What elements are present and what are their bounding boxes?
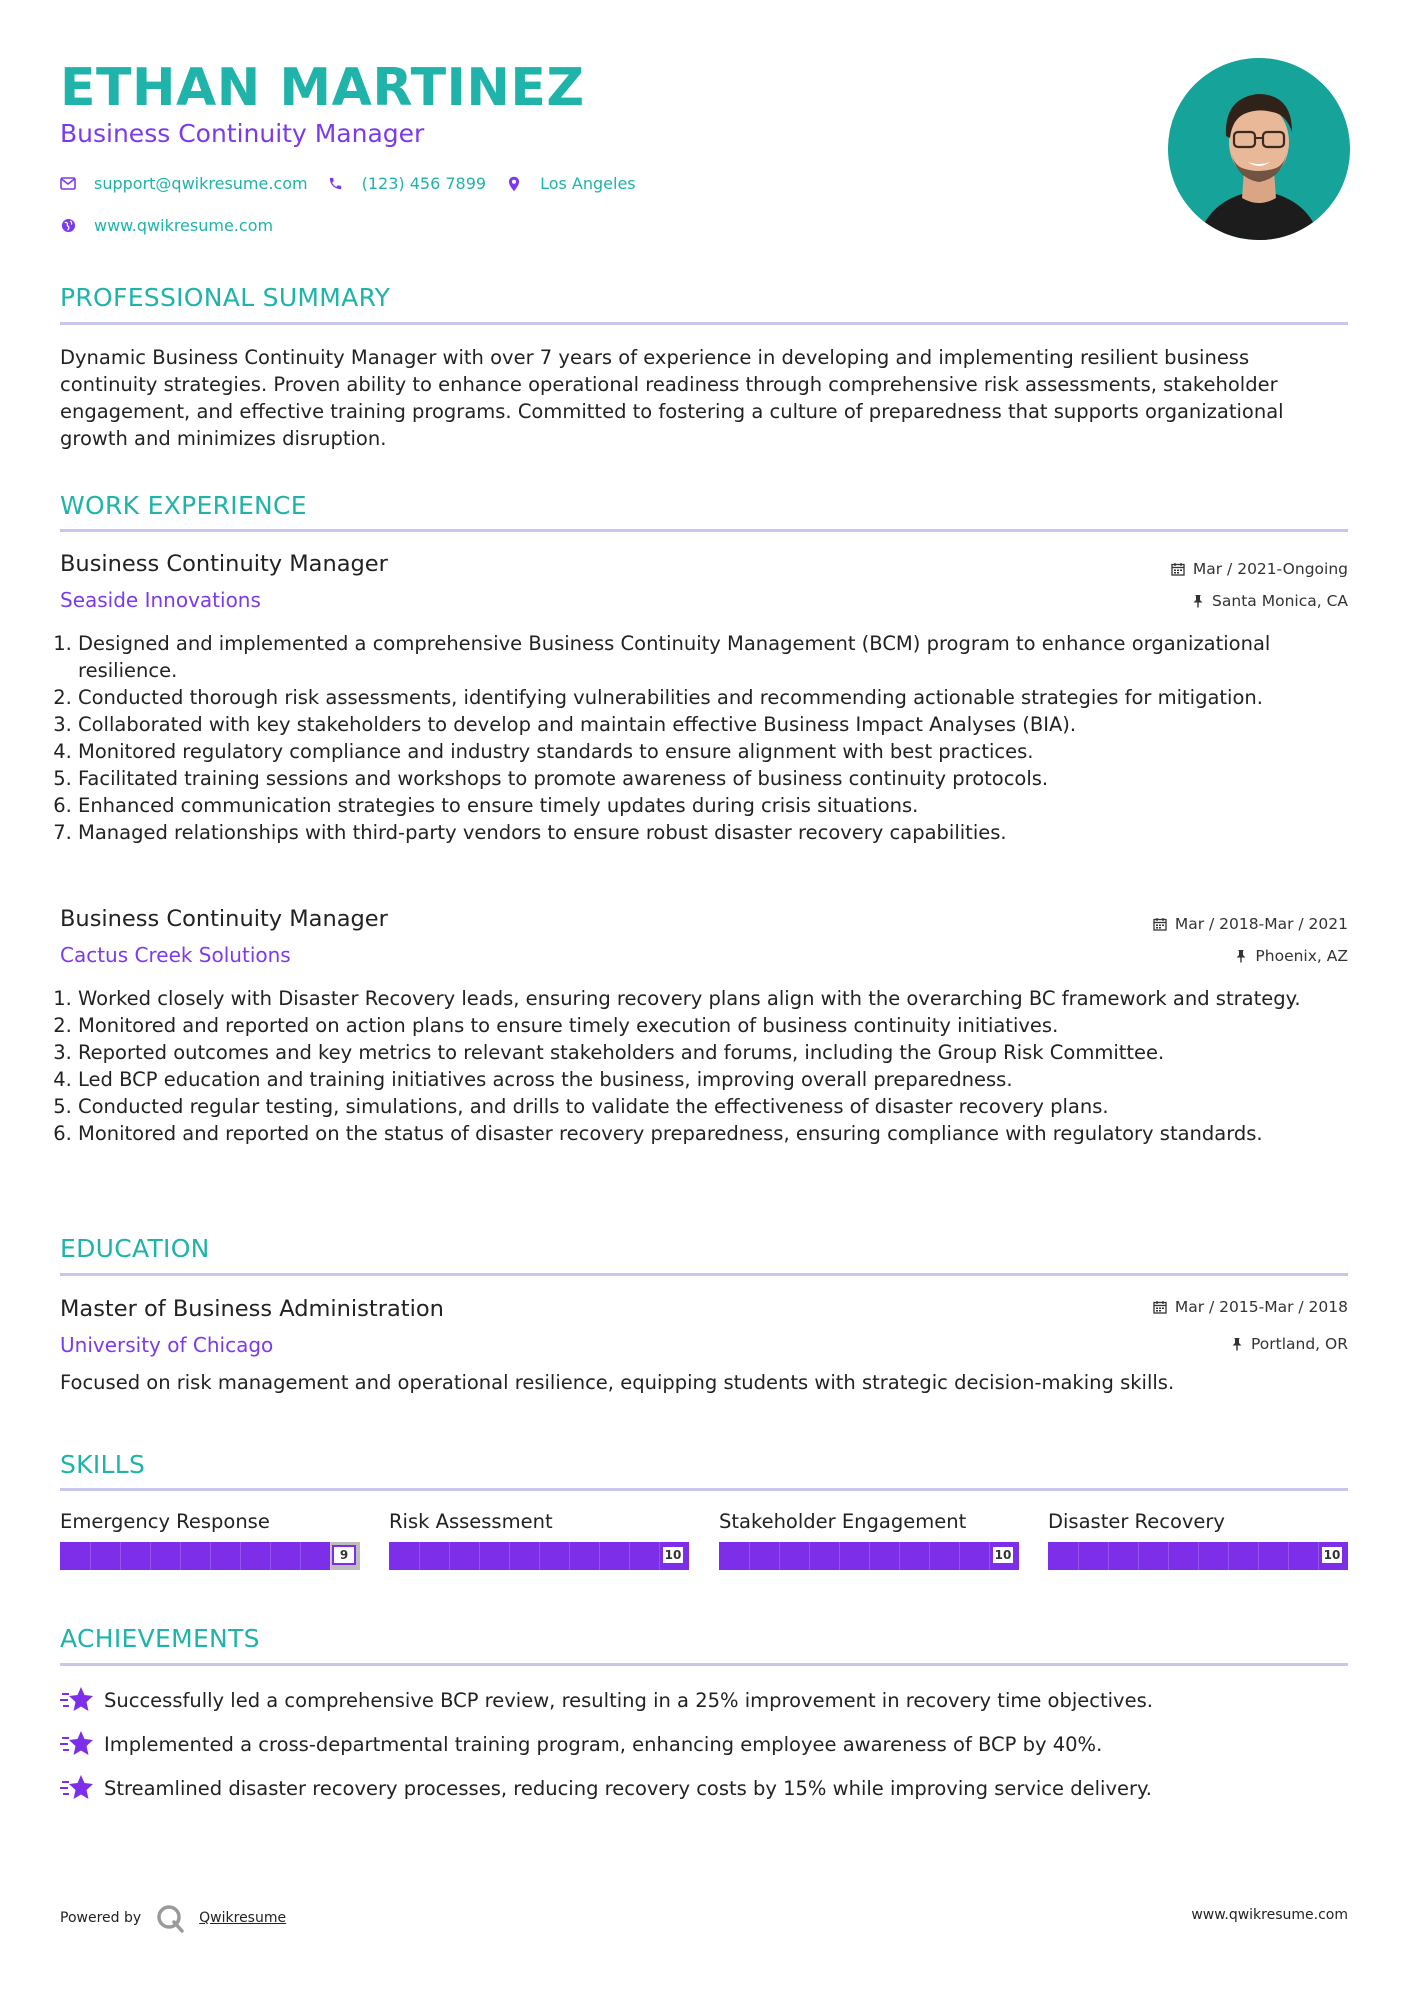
section-title-experience: WORK EXPERIENCE	[60, 491, 307, 520]
section-divider	[60, 1488, 1348, 1491]
company-name: Cactus Creek Solutions	[60, 943, 291, 967]
skill-bar-segment	[330, 1542, 331, 1570]
location-text: Los Angeles	[540, 174, 636, 193]
email-link[interactable]: support@qwikresume.com	[94, 174, 308, 193]
skill-bar-segment	[929, 1542, 930, 1570]
list-item: 4. Led BCP education and training initiatives across the business, improving overall preparedness.	[78, 1066, 1366, 1093]
job-location	[1235, 947, 1348, 965]
achievement-item	[60, 1773, 1152, 1803]
section-title-summary: PROFESSIONAL SUMMARY	[60, 283, 391, 312]
job-bullets	[60, 630, 1366, 846]
job-dates	[1171, 560, 1348, 578]
skill-name: Stakeholder Engagement	[719, 1510, 967, 1533]
list-item: 4. Monitored regulatory compliance and industry standards to ensure alignment with best practices.	[78, 738, 1366, 765]
list-item: 1. Designed and implemented a comprehensive Business Continuity Management (BCM) program to enhance organizational resilience.	[78, 630, 1366, 684]
footer-powered-by	[60, 1903, 286, 1933]
job-title: Business Continuity Manager	[60, 906, 388, 932]
skill-bar-segment	[1228, 1542, 1229, 1570]
list-item: 6. Enhanced communication strategies to ensure timely updates during crisis situations.	[78, 792, 1366, 819]
skill-level-badge: 10	[661, 1545, 685, 1565]
skill-bar-segment	[270, 1542, 271, 1570]
skill-item	[389, 1510, 689, 1570]
skill-bar-segment	[899, 1542, 900, 1570]
skill-bar-segment	[869, 1542, 870, 1570]
website-link[interactable]: www.qwikresume.com	[94, 216, 274, 235]
school-name: University of Chicago	[60, 1333, 274, 1357]
skill-name: Risk Assessment	[389, 1510, 553, 1533]
achievement-text: Streamlined disaster recovery processes, reducing recovery costs by 15% while improving service delivery.	[104, 1776, 1152, 1800]
powered-by-label: Powered by	[60, 1910, 142, 1926]
candidate-name: ETHAN MARTINEZ	[60, 58, 585, 118]
list-item: 5. Conducted regular testing, simulations, and drills to validate the effectiveness of disaster recovery plans.	[78, 1093, 1366, 1120]
skill-bar-segment	[1138, 1542, 1139, 1570]
pushpin-icon	[1192, 594, 1204, 608]
calendar-icon	[1171, 562, 1185, 576]
skill-bar-fill	[60, 1542, 330, 1570]
education-location-text: Portland, OR	[1250, 1335, 1348, 1353]
job-dates	[1153, 915, 1348, 933]
list-item: 6. Monitored and reported on the status of disaster recovery preparedness, ensuring compliance with regulatory standards.	[78, 1120, 1366, 1147]
education-description: Focused on risk management and operational resilience, equipping students with strategic decision-making skills.	[60, 1371, 1175, 1394]
skill-bar-segment	[809, 1542, 810, 1570]
job-bullets	[60, 985, 1366, 1147]
skill-bar	[389, 1542, 689, 1570]
calendar-icon	[1153, 1300, 1167, 1314]
skill-bar-segment	[989, 1542, 990, 1570]
skill-bar-segment	[180, 1542, 181, 1570]
section-divider	[60, 529, 1348, 532]
skill-bar-segment	[1258, 1542, 1259, 1570]
skill-bar-segment	[599, 1542, 600, 1570]
skill-bar-segment	[779, 1542, 780, 1570]
avatar	[1168, 58, 1350, 240]
skill-bar-segment	[90, 1542, 91, 1570]
star-icon	[60, 1685, 94, 1715]
skill-bar-segment	[210, 1542, 211, 1570]
skill-bar-segment	[300, 1542, 301, 1570]
envelope-icon	[60, 176, 76, 192]
skill-bar-segment	[1318, 1542, 1319, 1570]
job-dates-text: Mar / 2021-Ongoing	[1192, 560, 1348, 578]
skill-bar	[719, 1542, 1019, 1570]
section-divider	[60, 1273, 1348, 1276]
section-title-skills: SKILLS	[60, 1450, 146, 1479]
company-name: Seaside Innovations	[60, 588, 261, 612]
job-location-text: Santa Monica, CA	[1212, 592, 1348, 610]
contact-row-website	[60, 216, 293, 235]
skill-bar-segment	[509, 1542, 510, 1570]
skill-level-badge: 10	[1320, 1545, 1344, 1565]
achievement-text: Successfully led a comprehensive BCP review, resulting in a 25% improvement in recovery time objectives.	[104, 1688, 1153, 1712]
map-pin-icon	[506, 176, 522, 192]
skill-item	[719, 1510, 1019, 1570]
skill-bar-segment	[449, 1542, 450, 1570]
job-location	[1192, 592, 1348, 610]
achievement-item	[60, 1685, 1153, 1715]
skill-bar-segment	[120, 1542, 121, 1570]
skill-level-badge: 10	[991, 1545, 1015, 1565]
star-icon	[60, 1729, 94, 1759]
skill-bar-segment	[659, 1542, 660, 1570]
skill-bar-segment	[959, 1542, 960, 1570]
skill-bar	[60, 1542, 360, 1570]
star-icon	[60, 1773, 94, 1803]
skill-bar-segment	[240, 1542, 241, 1570]
job-location-text: Phoenix, AZ	[1255, 947, 1348, 965]
education-dates	[1153, 1298, 1348, 1316]
section-title-achievements: ACHIEVEMENTS	[60, 1624, 260, 1653]
list-item: 5. Facilitated training sessions and workshops to promote awareness of business continuity protocols.	[78, 765, 1366, 792]
skill-name: Disaster Recovery	[1048, 1510, 1225, 1533]
skill-item	[1048, 1510, 1348, 1570]
education-dates-text: Mar / 2015-Mar / 2018	[1174, 1298, 1348, 1316]
skill-bar-segment	[1078, 1542, 1079, 1570]
degree-title: Master of Business Administration	[60, 1296, 444, 1322]
list-item: 2. Monitored and reported on action plans to ensure timely execution of business continuity initiatives.	[78, 1012, 1366, 1039]
skill-item	[60, 1510, 360, 1570]
qwikresume-logo-icon	[155, 1903, 185, 1933]
skill-bar-segment	[629, 1542, 630, 1570]
skill-name: Emergency Response	[60, 1510, 270, 1533]
job-dates-text: Mar / 2018-Mar / 2021	[1174, 915, 1348, 933]
section-divider	[60, 1663, 1348, 1666]
section-title-education: EDUCATION	[60, 1234, 210, 1263]
skill-bar-segment	[539, 1542, 540, 1570]
skill-bar-segment	[1108, 1542, 1109, 1570]
education-location	[1231, 1335, 1348, 1353]
phone-icon	[328, 176, 344, 192]
list-item: 3. Reported outcomes and key metrics to relevant stakeholders and forums, including the Group Risk Committee.	[78, 1039, 1366, 1066]
achievement-text: Implemented a cross-departmental training program, enhancing employee awareness of BCP by 40%.	[104, 1732, 1103, 1756]
pushpin-icon	[1231, 1337, 1243, 1351]
list-item: 7. Managed relationships with third-party vendors to ensure robust disaster recovery capabilities.	[78, 819, 1366, 846]
skill-bar-segment	[839, 1542, 840, 1570]
skill-bar-segment	[749, 1542, 750, 1570]
section-divider	[60, 322, 1348, 325]
skill-bar-segment	[150, 1542, 151, 1570]
calendar-icon	[1153, 917, 1167, 931]
candidate-role: Business Continuity Manager	[60, 119, 425, 148]
skill-bar-segment	[1198, 1542, 1199, 1570]
skill-bar-segment	[569, 1542, 570, 1570]
skill-bar-segment	[479, 1542, 480, 1570]
achievement-item	[60, 1729, 1102, 1759]
contact-row	[60, 174, 656, 193]
list-item: 1. Worked closely with Disaster Recovery leads, ensuring recovery plans align with the overarching BC framework and strategy.	[78, 985, 1366, 1012]
globe-icon	[60, 218, 76, 234]
list-item: 2. Conducted thorough risk assessments, identifying vulnerabilities and recommending actionable strategies for mitigation.	[78, 684, 1366, 711]
phone-number[interactable]: (123) 456 7899	[361, 174, 487, 193]
skill-bar-segment	[1168, 1542, 1169, 1570]
job-title: Business Continuity Manager	[60, 551, 388, 577]
summary-text: Dynamic Business Continuity Manager with over 7 years of experience in developing and implementing resilient business continuity strategies. Proven ability to enhance operational readiness through comprehensive risk assessments, stakeholder engagement, and effective training programs. Committed to fostering a culture of preparedness that supports organizational growth and minimizes disruption.	[60, 346, 1284, 450]
list-item: 3. Collaborated with key stakeholders to develop and maintain effective Business Impact Analyses (BIA).	[78, 711, 1366, 738]
footer-website-link[interactable]: www.qwikresume.com	[1191, 1907, 1348, 1923]
skill-level-badge: 9	[332, 1545, 356, 1565]
skill-bar-segment	[1288, 1542, 1289, 1570]
skill-bar	[1048, 1542, 1348, 1570]
pushpin-icon	[1235, 949, 1247, 963]
brand-link[interactable]: Qwikresume	[199, 1910, 287, 1926]
skill-bar-segment	[419, 1542, 420, 1570]
